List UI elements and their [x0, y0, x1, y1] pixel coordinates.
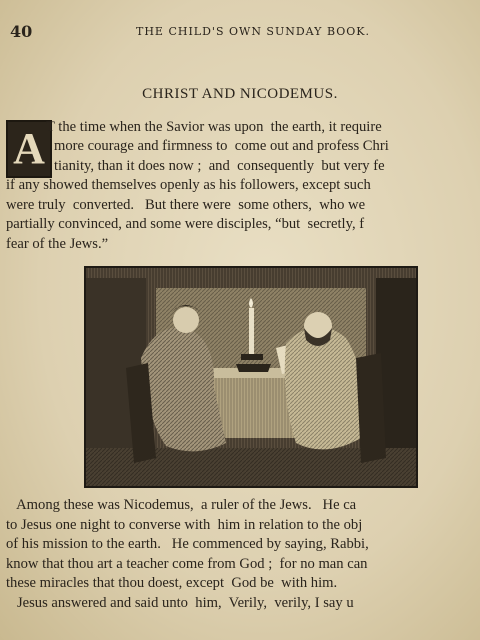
intro-line: fear of the Jews.”: [6, 235, 109, 252]
woodcut-illustration: [84, 266, 418, 488]
right-chair: [356, 353, 386, 463]
intro-line: T the time when the Savior was upon the earth, it require: [46, 119, 382, 135]
woodcut-scene: [86, 268, 416, 486]
intro-line: tianity, than it does now ; and consequently but very fe: [54, 157, 385, 174]
body-line: know that thou art a teacher come from God ; for no man can: [6, 555, 368, 572]
intro-paragraph-indented-lines: [54, 137, 480, 176]
intro-paragraph-rest: [6, 176, 480, 254]
intro-line: partially convinced, and some were disciples, “but secretly, f: [6, 216, 365, 232]
candlestick-base: [241, 354, 263, 360]
intro-line: if any showed themselves openly as his followers, except such: [6, 177, 371, 193]
candle: [249, 308, 254, 356]
intro-line: were truly converted. But there were some others, who we: [6, 196, 366, 213]
chapter-title: CHRIST AND NICODEMUS.: [142, 86, 338, 102]
intro-paragraph-first-line: [46, 118, 480, 138]
running-head: [6, 22, 480, 44]
drop-cap: A: [6, 120, 52, 178]
nicodemus-head: [173, 307, 199, 333]
running-title: THE CHILD'S OWN SUNDAY BOOK.: [136, 25, 370, 38]
dish: [236, 364, 271, 372]
intro-line: more courage and firmness to come out and profess Chri: [54, 138, 389, 154]
body-line: these miracles that thou doest, except God be with him.: [6, 575, 338, 591]
page-number: 40: [10, 22, 33, 41]
body-line: Jesus answered and said unto him, Verily, verily, I say u: [6, 594, 354, 611]
body-line: Among these was Nicodemus, a ruler of the Jews. He ca: [6, 497, 357, 513]
body-line: of his mission to the earth. He commenced by saying, Rabbi,: [6, 536, 369, 552]
body-paragraph: [6, 496, 480, 613]
body-line: to Jesus one night to converse with him in relation to the obj: [6, 516, 363, 533]
